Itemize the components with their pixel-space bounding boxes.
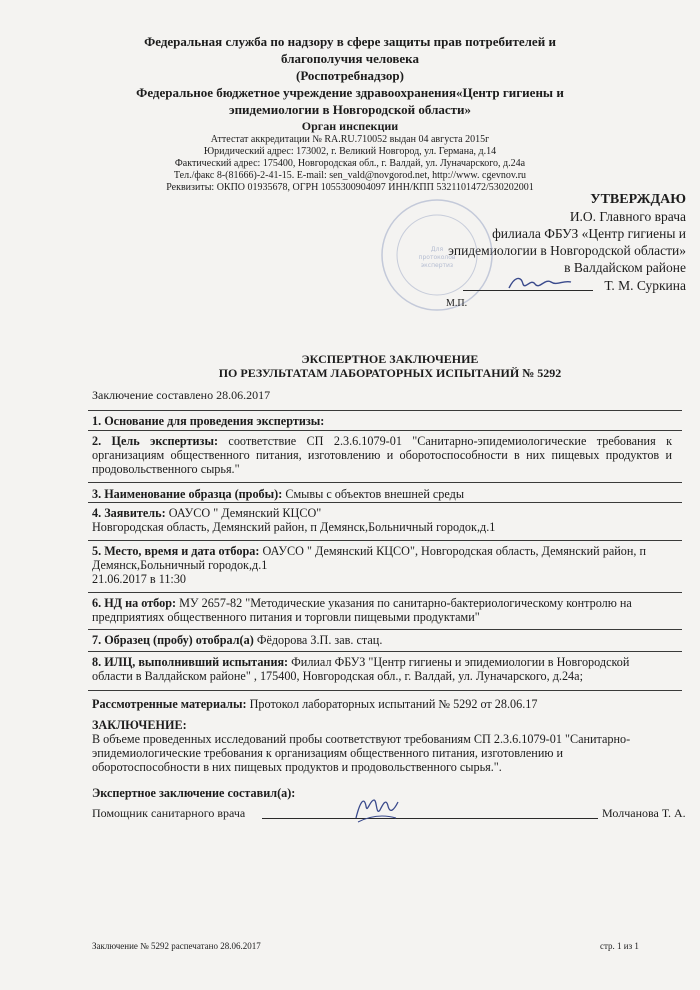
- separator: [88, 540, 682, 541]
- separator: [88, 502, 682, 503]
- separator: [88, 690, 682, 691]
- conclusion-label: ЗАКЛЮЧЕНИЕ:: [92, 718, 187, 732]
- header-contacts: Тел./факс 8-(81666)-2-41-15. E-mail: sen_vald@novgorod.net, http://www. cgevnov.ru: [173, 170, 527, 181]
- section-6-label: 6. НД на отбор:: [92, 596, 177, 610]
- header-attestat: Аттестат аккредитации № RA.RU.710052 выдан 04 августа 2015г: [210, 134, 490, 145]
- section-6: [92, 596, 672, 624]
- section-8-label: 8. ИЛЦ, выполнивший испытания:: [92, 655, 289, 669]
- section-1-label: 1. Основание для проведения экспертизы:: [92, 414, 325, 428]
- section-3-label: 3. Наименование образца (пробы):: [92, 487, 283, 501]
- separator: [88, 482, 682, 483]
- footer-right: стр. 1 из 1: [600, 941, 639, 951]
- reviewed-label: Рассмотренные материалы:: [92, 697, 247, 711]
- approval-line-3: эпидемиологии в Новгородской области»: [448, 243, 686, 258]
- section-8-text: Филиал ФБУЗ "Центр гигиены и эпидемиологии в Новгородской области в Валдайском районе" , 175400, Новгородская обл., г. Валдай, ул. Луначарского, д.24а;: [92, 655, 630, 683]
- approval-signer: Т. М. Суркина: [604, 278, 686, 293]
- header-line-2: благополучия человека: [281, 51, 419, 66]
- approval-line-1: И.О. Главного врача: [569, 209, 686, 224]
- conclusion-text: В объеме проведенных исследований пробы соответствуют требованиям СП 2.3.6.1079-01 "Санитарно-эпидемиологические требования к организациям общественного питания, изготовлению и оборотоспособности в них пищевых продуктов и продовольственного сырья.".: [92, 732, 631, 774]
- header-actual-address: Фактический адрес: 175400, Новгородская обл., г. Валдай, ул. Луначарского, д.24а: [174, 158, 526, 169]
- approval-signature-icon: [505, 270, 575, 296]
- seal-stamp-icon: [378, 196, 496, 314]
- section-8: [92, 655, 672, 683]
- section-6-text: МУ 2657-82 "Методические указания по санитарно-бактериологическому контролю на предприятиях общественного питания и торговли пищевыми продуктами": [92, 596, 632, 624]
- section-4-text: ОАУСО " Демянский КЦСО": [168, 506, 322, 520]
- section-4-address: Новгородская область, Демянский район, п Демянск,Больничный городок,д.1: [92, 520, 496, 534]
- section-3: [92, 487, 672, 501]
- separator: [88, 629, 682, 630]
- svg-text:Для: Для: [430, 246, 444, 253]
- header-line-3: (Роспотребнадзор): [295, 68, 404, 83]
- reviewed-materials: [92, 697, 672, 711]
- section-5-datetime: 21.06.2017 в 11:30: [92, 572, 187, 586]
- section-7-text: Фёдорова З.П. зав. стац.: [256, 633, 383, 647]
- separator: [88, 592, 682, 593]
- composed-by-signature-icon: [352, 792, 400, 826]
- header-organ: Орган инспекции: [301, 119, 399, 133]
- section-5-label: 5. Место, время и дата отбора:: [92, 544, 260, 558]
- composed-label: Заключение составлено: [92, 388, 214, 402]
- section-7: [92, 633, 672, 647]
- section-5: [92, 544, 672, 586]
- section-4: [92, 506, 672, 534]
- header-requisites: Реквизиты: ОКПО 01935678, ОГРН 1055300904097 ИНН/КПП 5321101472/530202001: [166, 182, 534, 193]
- header-line-4: Федеральное бюджетное учреждение здравоохранения«Центр гигиены и: [136, 85, 564, 100]
- header-legal-address: Юридический адрес: 173002, г. Великий Новгород, ул. Германа, д.14: [203, 146, 497, 157]
- doc-title-line-2: ПО РЕЗУЛЬТАТАМ ЛАБОРАТОРНЫХ ИСПЫТАНИЙ № 5292: [218, 366, 562, 380]
- separator: [88, 651, 682, 652]
- footer-left: Заключение № 5292 распечатано 28.06.2017: [92, 941, 261, 951]
- composed-by-name: Молчанова Т. А.: [602, 806, 686, 820]
- section-2-label: 2. Цель экспертизы:: [92, 434, 219, 448]
- separator: [88, 430, 682, 431]
- section-2: [92, 434, 672, 476]
- svg-text:экспертиз: экспертиз: [420, 262, 454, 269]
- composed-by-label: Экспертное заключение составил(а):: [92, 786, 296, 800]
- doc-title-line-1: ЭКСПЕРТНОЕ ЗАКЛЮЧЕНИЕ: [301, 352, 479, 366]
- approval-title: УТВЕРЖДАЮ: [590, 192, 686, 207]
- approval-line-2: филиала ФБУЗ «Центр гигиены и: [492, 226, 686, 241]
- section-3-text: Смывы с объектов внешней среды: [285, 487, 465, 501]
- section-5-text: ОАУСО " Демянский КЦСО", Новгородская область, Демянский район, п Демянск,Больничный городок,д.1: [92, 544, 646, 572]
- reviewed-text: Протокол лабораторных испытаний № 5292 от 28.06.17: [249, 697, 538, 711]
- composed-line: [92, 388, 270, 403]
- composed-by-position: Помощник санитарного врача: [92, 806, 246, 820]
- seal-label: М.П.: [446, 298, 468, 309]
- composed-date: 28.06.2017: [216, 388, 271, 402]
- separator: [88, 410, 682, 411]
- section-2-text: соответствие СП 2.3.6.1079-01 "Санитарно-эпидемиологические требования к организациям общественного питания, изготовлению и оборотоспособности в них пищевых продуктов и продовольственного сырья.": [92, 434, 672, 476]
- approval-line-4: в Валдайском районе: [564, 260, 686, 275]
- section-7-label: 7. Образец (пробу) отобрал(а): [92, 633, 254, 647]
- header-line-5: эпидемиологии в Новгородской области»: [228, 102, 472, 117]
- composed-by-signature-line: [262, 818, 598, 819]
- svg-text:протоколов: протоколов: [418, 254, 456, 261]
- section-4-label: 4. Заявитель:: [92, 506, 166, 520]
- header-line-1: Федеральная служба по надзору в сфере защиты прав потребителей и: [144, 34, 556, 49]
